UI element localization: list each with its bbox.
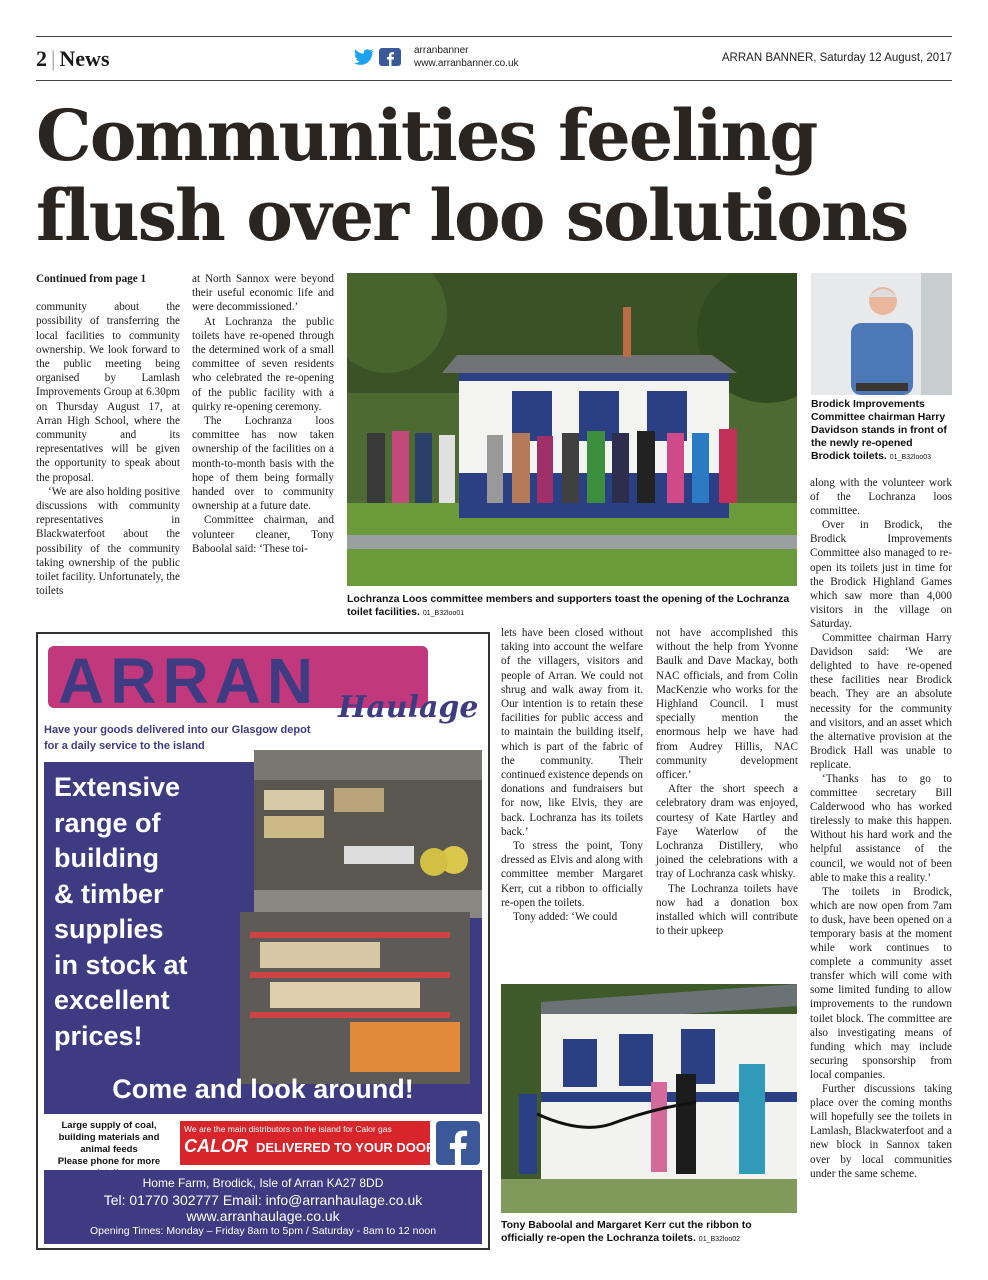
caption-text: Tony Baboolal and Margaret Kerr cut the ribbon to officially re-open the Lochranza toilets.: [501, 1219, 752, 1244]
calor-line: [180, 1134, 436, 1159]
paragraph: not have accomplished this without the help from Yvonne Baulk and Dave Mackay, both NAC officials, and from Colin MacKenzie who works for the Highland Council. I must specially mention the enormous help we have had from Audrey Hillis, NAC community development officer.’: [656, 627, 798, 782]
paragraph: Committee chairman, and volunteer cleaner, Tony Baboolal said: ‘These toi-: [192, 514, 334, 555]
headline-line: range of: [54, 807, 161, 838]
calor-brand: CALOR: [184, 1136, 248, 1156]
advert-headline: [54, 770, 254, 1054]
paragraph: ‘We are also holding positive discussions with community representatives in Blackwaterfoot about the possibility of the community taking ownership of the public toilet facility. Unfortunately, the toilets: [36, 485, 180, 598]
delivery-line-2: for a daily service to the island: [44, 740, 205, 752]
ribbon-caption: [501, 1219, 797, 1246]
headline-line: building: [54, 843, 159, 873]
come-look-around: Come and look around!: [112, 1074, 414, 1104]
paragraph: at North Sannox were beyond their useful economic life and were decommissioned.’: [192, 273, 334, 314]
article-column-4: [656, 626, 798, 938]
arran-haulage-advert[interactable]: [36, 632, 490, 1250]
twitter-icon[interactable]: [352, 48, 374, 66]
advert-hours: Opening Times: Monday – Friday 8am to 5pm / Saturday - 8am to 12 noon: [89, 1225, 437, 1237]
harry-davidson-photo: [811, 273, 952, 395]
article-column-2: [192, 272, 334, 556]
caption-text: Brodick Improvements Committee chairman Harry Davidson stands in front of the newly re-opened Brodick toilets.: [811, 398, 947, 462]
headline-line-2: flush over loo solutions: [36, 174, 908, 257]
headline-line: Extensive: [54, 772, 181, 802]
top-rule: [36, 36, 952, 37]
coal-line: Please phone for more: [57, 1156, 161, 1167]
portrait-photo: [811, 273, 952, 395]
facebook-icon[interactable]: [379, 48, 401, 66]
social-icons: [352, 48, 401, 66]
headline-line-1: Communities feeling: [36, 94, 817, 177]
paragraph: The toilets in Brodick, which are now open from 7am to dusk, have been opened on a temporary basis at the moment while work continues to complete a community asset transfer which will come with some limited funding to allow improvements to the rundown toilet block. The committee are also investigating means of funding which may include securing sponsorship from local companies.: [810, 885, 952, 1081]
headline-line: supplies: [54, 914, 164, 944]
paragraph: along with the volunteer work of the Lochranza loos committee.: [810, 477, 952, 518]
coal-line: building materials and: [58, 1132, 160, 1143]
main-photo: [347, 273, 797, 586]
headline-line: in stock at: [54, 949, 188, 980]
advert-contact[interactable]: Tel: 01770 302777 Email: info@arranhaulage.co.uk: [103, 1192, 423, 1208]
paragraph: Further discussions taking place over the coming months will hopefully see the toilets in Lamlash, Blackwaterfoot and a new block in Sannox taken over by local communities under the same scheme.: [810, 1083, 952, 1180]
calor-banner: [180, 1121, 436, 1165]
advert-website[interactable]: www.arranhaulage.co.uk: [186, 1208, 340, 1224]
paragraph: The Lochranza toilets have now had a donation box installed which will contribute to their upkeep: [656, 882, 798, 938]
paragraph: At Lochranza the public toilets have re-opened through the determined work of a small committee of seven residents who celebrated the re-opening of the public facility with a quirky re-opening ceremony.: [192, 315, 334, 413]
section-name: News: [59, 46, 110, 71]
ribbon-cutting-photo: [501, 984, 797, 1213]
paragraph: ‘Thanks has to go to committee secretary Bill Calderwood who has worked tirelessly to make this happen. Without his hard work and the helpful assistance of the council, we would not of been able to make this a reality.’: [810, 772, 952, 884]
article-column-3: [501, 626, 643, 924]
calor-note: We are the main distributors on the island for Calor gas: [184, 1124, 392, 1134]
headline-line: & timber: [54, 878, 164, 909]
photo-code: 01_B32loo01: [422, 610, 465, 617]
paragraph: Over in Brodick, the Brodick Improvements Committee also managed to re-open its toilets just in time for the Brodick Highland Games which saw more than 4,000 visitors in the village on Saturday.: [810, 519, 952, 630]
paragraph: Committee chairman Harry Davidson said: ‘We are delighted to have re-opened these facilities near Brodick beach. They are an absolute necessity for the community and visitors, and an asset which the alternative provision at the Brodick Hall was unable to replicate.: [810, 632, 952, 771]
facebook-icon[interactable]: [436, 1121, 480, 1165]
advert-contact-bar: [44, 1170, 482, 1244]
portrait-caption: [811, 398, 952, 464]
ribbon-photo: [501, 984, 797, 1213]
headline-line: excellent: [54, 985, 170, 1015]
paragraph: To stress the point, Tony dressed as Elvis and along with committee member Margaret Kerr, cut a ribbon to officially re-open the toilets.: [501, 840, 643, 909]
social-handle[interactable]: arranbanner: [414, 45, 469, 56]
calor-deliver: DELIVERED TO YOUR DOOR: [256, 1140, 436, 1155]
article-column-5: [810, 476, 952, 1181]
photo-code: 01_B32loo02: [698, 1236, 741, 1243]
delivery-line-1: Have your goods delivered into our Glasgow depot: [44, 724, 311, 736]
paragraph: Tony added: ‘We could: [513, 911, 618, 924]
paragraph: lets have been closed without taking into account the welfare of the villagers, visitors and people of Arran. We could not shrug and walk away from it. Our intention is to retain these facilities for public access and to maintain the building itself, which is part of the fabric of the community. Their continued existence depends on donations and fundraisers but for now, like Elvis, they are back. Lochranza has its toilets back.’: [501, 627, 643, 838]
paragraph: The Lochranza loos committee has now taken ownership of the facilities on a month-to-month basis with the hope of them being formally handed over to community ownership at a future date.: [192, 415, 334, 513]
social-text: [414, 44, 519, 70]
social-url[interactable]: www.arranbanner.co.uk: [414, 58, 519, 69]
page-header: 2 | News: [36, 46, 110, 71]
coal-line: animal feeds: [80, 1144, 138, 1155]
page-number: 2: [36, 46, 47, 71]
photo-code: 01_B32loo03: [889, 454, 932, 461]
article-column-1: [36, 272, 180, 598]
paragraph: After the short speech a celebratory dram was enjoyed, courtesy of Kate Hartley and Faye Waterlow of the Lochranza Distillery, who joined the celebrations with a tray of Lochranza cask whisky.: [656, 783, 798, 881]
lochranza-group-photo: [347, 273, 797, 586]
paragraph: community about the possibility of transferring the local facilities to community ownership. We look forward to the public meeting being organised by Lamlash Improvements Group at 6.30pm on Thursday August 17, at Arran High School, where the community and its representatives will be given the opportunity to speak about the proposal.: [36, 301, 180, 484]
continued-label: Continued from page 1: [36, 273, 147, 285]
advert-logo: [48, 645, 479, 725]
headline: [36, 96, 907, 256]
advert-brand-sub: Haulage: [338, 690, 479, 725]
dateline: ARRAN BANNER, Saturday 12 August, 2017: [721, 52, 952, 64]
advert-brand: ARRAN: [58, 645, 320, 717]
advert-address: Home Farm, Brodick, Isle of Arran KA27 8DD: [142, 1176, 384, 1190]
advert-main-panel: [44, 762, 482, 1114]
coal-line: Large supply of coal,: [61, 1120, 157, 1131]
header-rule: [36, 80, 952, 81]
timber-rack-photo: [240, 912, 470, 1084]
warehouse-photo: [254, 750, 482, 918]
main-photo-caption: [347, 593, 797, 620]
caption-text: Lochranza Loos committee members and supporters toast the opening of the Lochranza toilet facilities.: [347, 593, 790, 618]
headline-line: prices!: [54, 1020, 143, 1051]
